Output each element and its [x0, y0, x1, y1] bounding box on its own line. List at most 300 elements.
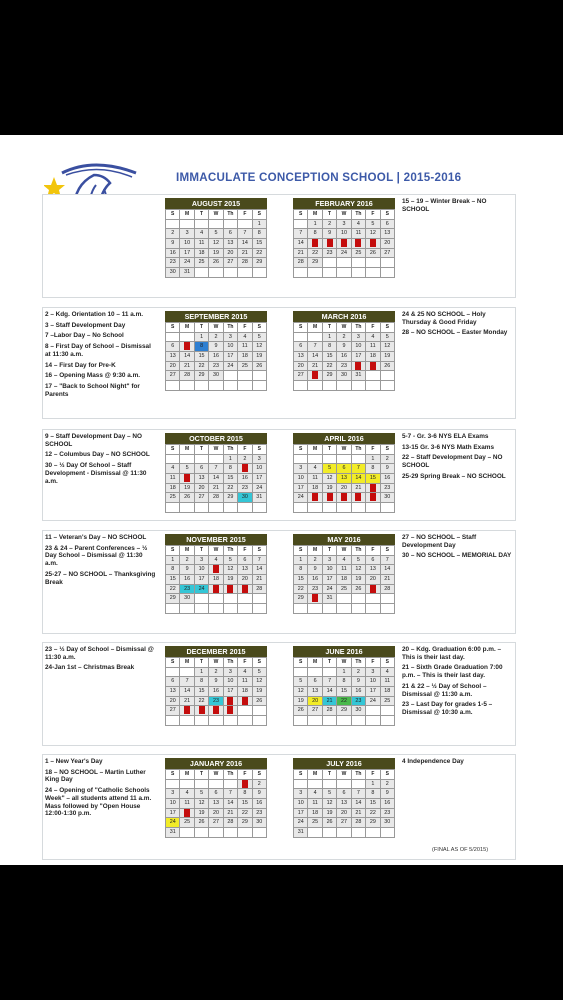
day-cell — [238, 585, 252, 595]
day-cell: 21 — [180, 362, 194, 372]
day-name: S — [253, 445, 267, 455]
day-cell: 31 — [180, 268, 194, 278]
empty-cell — [294, 716, 308, 726]
event-item: 15 – 19 – Winter Break – NO SCHOOL — [402, 198, 487, 213]
day-cell: 9 — [337, 342, 351, 352]
no-school-marker — [213, 585, 219, 593]
day-cell: 18 — [209, 575, 223, 585]
empty-cell — [166, 780, 180, 790]
empty-cell — [381, 503, 395, 513]
day-cell: 7 — [352, 789, 366, 799]
day-cell: 20 — [381, 239, 395, 249]
month-calendar — [165, 433, 267, 513]
event-item: 1 – New Year's Day — [45, 758, 103, 765]
day-cell: 24 — [180, 258, 194, 268]
no-school-marker — [227, 697, 233, 705]
empty-cell — [195, 220, 209, 230]
day-name: F — [366, 210, 380, 220]
empty-cell — [195, 594, 209, 604]
no-school-marker — [312, 594, 318, 602]
day-cell: 2 — [166, 229, 180, 239]
empty-cell — [381, 706, 395, 716]
day-cell: 29 — [253, 258, 267, 268]
event-item: 24-Jan 1st – Christmas Break — [45, 664, 135, 672]
day-cell: 15 — [323, 352, 337, 362]
day-cell: 9 — [253, 789, 267, 799]
day-cell: 11 — [238, 677, 252, 687]
day-cell: 28 — [209, 493, 223, 503]
day-cell: 14 — [352, 474, 366, 484]
day-name: S — [381, 445, 395, 455]
month-title: APRIL 2016 — [293, 433, 395, 444]
day-name: W — [209, 323, 223, 333]
day-name: S — [253, 210, 267, 220]
day-cell: 9 — [323, 229, 337, 239]
day-cell: 2 — [381, 780, 395, 790]
day-cell: 19 — [381, 352, 395, 362]
day-cell: 19 — [209, 249, 223, 259]
day-name: M — [180, 445, 194, 455]
day-cell: 5 — [294, 677, 308, 687]
day-name: M — [180, 658, 194, 668]
event-item: 14 – First Day for Pre-K — [45, 361, 116, 369]
day-cell: 23 — [180, 585, 194, 595]
day-cell: 14 — [180, 687, 194, 697]
day-name: T — [323, 210, 337, 220]
day-name: W — [337, 770, 351, 780]
day-cell: 13 — [337, 474, 351, 484]
day-cell: 16 — [209, 687, 223, 697]
day-cell: 23 — [323, 249, 337, 259]
day-cell — [366, 585, 380, 595]
no-school-marker — [184, 809, 190, 817]
empty-cell — [209, 220, 223, 230]
day-name: S — [381, 658, 395, 668]
day-cell: 28 — [294, 258, 308, 268]
day-cell: 6 — [238, 556, 252, 566]
day-cell: 13 — [238, 565, 252, 575]
day-cell: 20 — [238, 575, 252, 585]
day-name: S — [381, 323, 395, 333]
day-cell: 13 — [224, 239, 238, 249]
month-title: JULY 2016 — [293, 758, 395, 769]
no-school-marker — [370, 493, 376, 501]
day-cell: 2 — [308, 556, 322, 566]
day-cell: 28 — [238, 258, 252, 268]
empty-cell — [352, 268, 366, 278]
day-name: M — [180, 546, 194, 556]
empty-cell — [195, 503, 209, 513]
no-school-marker — [341, 493, 347, 501]
empty-cell — [352, 828, 366, 838]
month-calendar — [293, 198, 395, 278]
empty-cell — [209, 268, 223, 278]
day-cell: 1 — [337, 668, 351, 678]
day-cell: 12 — [323, 799, 337, 809]
empty-cell — [209, 780, 223, 790]
day-cell: 17 — [352, 352, 366, 362]
day-cell: 26 — [195, 818, 209, 828]
day-cell: 15 — [337, 687, 351, 697]
day-cell — [366, 362, 380, 372]
day-cell: 13 — [166, 687, 180, 697]
day-cell: 10 — [294, 799, 308, 809]
empty-cell — [308, 828, 322, 838]
day-name: M — [308, 770, 322, 780]
day-cell: 13 — [294, 352, 308, 362]
event-item: 22 – Staff Development Day – NO SCHOOL — [402, 454, 503, 470]
empty-cell — [294, 333, 308, 343]
empty-cell — [366, 381, 380, 391]
empty-cell — [366, 503, 380, 513]
empty-cell — [224, 604, 238, 614]
month-calendar — [165, 198, 267, 278]
empty-cell — [238, 268, 252, 278]
day-cell: 25 — [166, 493, 180, 503]
day-name: S — [253, 546, 267, 556]
day-cell: 4 — [180, 789, 194, 799]
day-name: Th — [224, 658, 238, 668]
empty-cell — [209, 828, 223, 838]
day-cell: 4 — [308, 464, 322, 474]
day-cell: 6 — [308, 677, 322, 687]
day-cell: 7 — [323, 677, 337, 687]
day-name: Th — [352, 770, 366, 780]
day-cell: 12 — [195, 799, 209, 809]
empty-cell — [352, 604, 366, 614]
events-left — [45, 758, 157, 821]
no-school-marker — [242, 585, 248, 593]
day-cell: 2 — [180, 556, 194, 566]
empty-cell — [294, 455, 308, 465]
empty-cell — [308, 455, 322, 465]
month-calendar — [293, 534, 395, 614]
day-cell: 24 — [195, 585, 209, 595]
empty-cell — [224, 594, 238, 604]
day-name: W — [337, 546, 351, 556]
day-cell: 16 — [166, 249, 180, 259]
day-cell — [224, 706, 238, 716]
empty-cell — [337, 258, 351, 268]
day-cell: 22 — [195, 362, 209, 372]
empty-cell — [253, 503, 267, 513]
day-cell: 13 — [366, 565, 380, 575]
day-cell: 8 — [337, 677, 351, 687]
day-cell: 4 — [381, 668, 395, 678]
day-cell: 24 — [366, 697, 380, 707]
day-cell: 4 — [209, 556, 223, 566]
day-cell: 21 — [238, 249, 252, 259]
day-cell: 20 — [308, 697, 322, 707]
day-name: T — [323, 445, 337, 455]
day-cell: 16 — [381, 799, 395, 809]
day-cell: 14 — [294, 239, 308, 249]
calendar-row — [42, 754, 516, 860]
day-cell: 3 — [180, 229, 194, 239]
day-cell — [323, 493, 337, 503]
day-cell: 27 — [195, 493, 209, 503]
day-cell: 15 — [366, 474, 380, 484]
empty-cell — [366, 828, 380, 838]
event-item: 9 – Staff Development Day – NO SCHOOL — [45, 433, 142, 448]
day-cell: 1 — [195, 333, 209, 343]
day-name: Th — [352, 445, 366, 455]
day-cell: 29 — [238, 818, 252, 828]
day-name: W — [209, 210, 223, 220]
day-cell: 17 — [294, 809, 308, 819]
events-right — [402, 646, 512, 720]
empty-cell — [224, 381, 238, 391]
empty-cell — [180, 381, 194, 391]
day-cell: 5 — [381, 333, 395, 343]
day-name: S — [381, 546, 395, 556]
empty-cell — [294, 381, 308, 391]
empty-cell — [209, 455, 223, 465]
empty-cell — [224, 503, 238, 513]
day-cell: 1 — [366, 455, 380, 465]
day-cell: 8 — [323, 342, 337, 352]
day-name: S — [166, 323, 180, 333]
event-item: 28 – NO SCHOOL – Easter Monday — [402, 329, 508, 337]
month-calendar — [165, 534, 267, 614]
day-cell: 24 — [224, 362, 238, 372]
month-title: MARCH 2016 — [293, 311, 395, 322]
day-cell: 17 — [366, 687, 380, 697]
day-cell: 25 — [352, 249, 366, 259]
day-name: F — [238, 546, 252, 556]
day-cell: 12 — [253, 342, 267, 352]
day-cell: 10 — [224, 342, 238, 352]
day-cell: 14 — [381, 565, 395, 575]
day-name: Th — [352, 210, 366, 220]
empty-cell — [180, 503, 194, 513]
day-cell: 16 — [238, 474, 252, 484]
event-item: 25-29 Spring Break – NO SCHOOL — [402, 472, 506, 480]
month-grid — [165, 209, 267, 278]
empty-cell — [294, 604, 308, 614]
day-cell — [337, 493, 351, 503]
day-cell: 2 — [253, 780, 267, 790]
day-cell: 31 — [253, 493, 267, 503]
day-cell — [224, 697, 238, 707]
day-cell: 30 — [253, 818, 267, 828]
day-cell: 23 — [238, 484, 252, 494]
day-cell: 5 — [209, 229, 223, 239]
empty-cell — [209, 594, 223, 604]
day-cell: 17 — [323, 575, 337, 585]
empty-cell — [238, 503, 252, 513]
day-cell: 17 — [195, 575, 209, 585]
empty-cell — [308, 503, 322, 513]
day-cell: 24 — [337, 249, 351, 259]
empty-cell — [352, 594, 366, 604]
day-cell: 27 — [294, 371, 308, 381]
day-name: T — [195, 770, 209, 780]
day-cell: 2 — [209, 333, 223, 343]
day-cell: 8 — [238, 789, 252, 799]
day-cell: 4 — [366, 333, 380, 343]
no-school-marker — [327, 493, 333, 501]
event-item: 16 – Opening Mass @ 9:30 a.m. — [45, 372, 141, 380]
day-cell: 8 — [366, 464, 380, 474]
day-cell: 14 — [209, 474, 223, 484]
day-cell: 24 — [294, 818, 308, 828]
day-name: F — [238, 445, 252, 455]
day-cell: 29 — [294, 594, 308, 604]
event-item: 3 – Staff Development Day — [45, 321, 126, 329]
day-cell: 20 — [209, 809, 223, 819]
empty-cell — [224, 371, 238, 381]
day-cell: 31 — [323, 594, 337, 604]
day-name: Th — [352, 658, 366, 668]
event-item: 23 – ½ Day of School – Dismissal @ 11:30 a.m. — [45, 646, 154, 661]
empty-cell — [337, 268, 351, 278]
day-cell: 18 — [238, 352, 252, 362]
day-cell: 20 — [195, 484, 209, 494]
day-cell: 21 — [323, 697, 337, 707]
day-cell: 11 — [195, 239, 209, 249]
empty-cell — [323, 668, 337, 678]
day-cell: 15 — [166, 575, 180, 585]
calendar-page — [0, 135, 563, 865]
day-name: W — [209, 546, 223, 556]
no-school-marker — [355, 493, 361, 501]
day-cell: 23 — [337, 362, 351, 372]
day-cell: 15 — [238, 799, 252, 809]
day-cell: 30 — [352, 706, 366, 716]
empty-cell — [323, 503, 337, 513]
day-cell: 16 — [180, 575, 194, 585]
day-cell: 27 — [166, 706, 180, 716]
day-name: W — [337, 658, 351, 668]
day-cell: 22 — [294, 585, 308, 595]
day-name: F — [366, 445, 380, 455]
day-cell: 13 — [337, 799, 351, 809]
day-cell: 10 — [366, 677, 380, 687]
empty-cell — [238, 828, 252, 838]
day-cell — [352, 493, 366, 503]
day-cell: 16 — [308, 575, 322, 585]
empty-cell — [224, 220, 238, 230]
empty-cell — [308, 780, 322, 790]
day-name: T — [195, 323, 209, 333]
no-school-marker — [242, 780, 248, 788]
day-cell: 13 — [381, 229, 395, 239]
day-cell: 13 — [308, 687, 322, 697]
day-cell: 21 — [352, 484, 366, 494]
day-cell: 12 — [352, 565, 366, 575]
empty-cell — [337, 594, 351, 604]
day-cell: 3 — [294, 789, 308, 799]
day-cell: 15 — [224, 474, 238, 484]
empty-cell — [294, 503, 308, 513]
day-cell: 7 — [209, 464, 223, 474]
month-title: FEBRUARY 2016 — [293, 198, 395, 209]
day-cell: 21 — [308, 362, 322, 372]
day-cell: 20 — [166, 362, 180, 372]
day-cell: 31 — [166, 828, 180, 838]
events-right — [402, 311, 512, 340]
day-name: S — [294, 210, 308, 220]
day-cell: 29 — [337, 706, 351, 716]
events-left — [45, 433, 157, 488]
month-grid — [165, 769, 267, 838]
no-school-marker — [327, 239, 333, 247]
month-grid — [293, 769, 395, 838]
day-name: S — [253, 770, 267, 780]
empty-cell — [294, 268, 308, 278]
day-cell: 30 — [166, 268, 180, 278]
day-cell: 7 — [224, 789, 238, 799]
day-cell: 6 — [366, 556, 380, 566]
day-cell: 19 — [195, 809, 209, 819]
day-cell: 6 — [337, 789, 351, 799]
day-cell: 5 — [195, 789, 209, 799]
day-name: F — [238, 770, 252, 780]
day-cell: 17 — [224, 352, 238, 362]
calendar-row — [42, 642, 516, 746]
day-cell: 23 — [253, 809, 267, 819]
event-item: 13-15 Gr. 3-6 NYS Math Exams — [402, 443, 494, 451]
day-cell: 3 — [195, 556, 209, 566]
events-right — [402, 198, 512, 216]
day-cell: 11 — [366, 342, 380, 352]
no-school-marker — [227, 585, 233, 593]
month-grid — [293, 444, 395, 513]
empty-cell — [238, 716, 252, 726]
empty-cell — [308, 333, 322, 343]
day-cell: 30 — [180, 594, 194, 604]
day-cell: 5 — [253, 333, 267, 343]
day-cell: 7 — [381, 556, 395, 566]
empty-cell — [294, 220, 308, 230]
day-cell: 6 — [166, 342, 180, 352]
empty-cell — [337, 455, 351, 465]
day-cell: 20 — [294, 362, 308, 372]
day-cell: 9 — [180, 565, 194, 575]
month-grid — [293, 322, 395, 391]
day-cell: 18 — [381, 687, 395, 697]
day-name: T — [323, 323, 337, 333]
empty-cell — [166, 668, 180, 678]
empty-cell — [253, 268, 267, 278]
no-school-marker — [213, 565, 219, 573]
day-cell: 1 — [224, 455, 238, 465]
day-name: Th — [224, 210, 238, 220]
no-school-marker — [312, 371, 318, 379]
no-school-marker — [312, 239, 318, 247]
day-cell: 1 — [366, 780, 380, 790]
day-cell: 14 — [180, 352, 194, 362]
event-item: 21 & 22 – ½ Day of School – Dismissal @ 11:30 a.m. — [402, 682, 487, 698]
day-cell: 9 — [209, 677, 223, 687]
empty-cell — [224, 780, 238, 790]
day-cell: 15 — [195, 687, 209, 697]
day-cell: 24 — [166, 818, 180, 828]
empty-cell — [238, 220, 252, 230]
day-name: W — [209, 445, 223, 455]
empty-cell — [352, 455, 366, 465]
day-name: M — [180, 210, 194, 220]
empty-cell — [180, 780, 194, 790]
day-cell: 16 — [381, 474, 395, 484]
empty-cell — [337, 604, 351, 614]
day-cell: 6 — [294, 342, 308, 352]
day-cell: 3 — [166, 789, 180, 799]
day-cell: 18 — [308, 809, 322, 819]
day-name: T — [195, 445, 209, 455]
empty-cell — [253, 716, 267, 726]
